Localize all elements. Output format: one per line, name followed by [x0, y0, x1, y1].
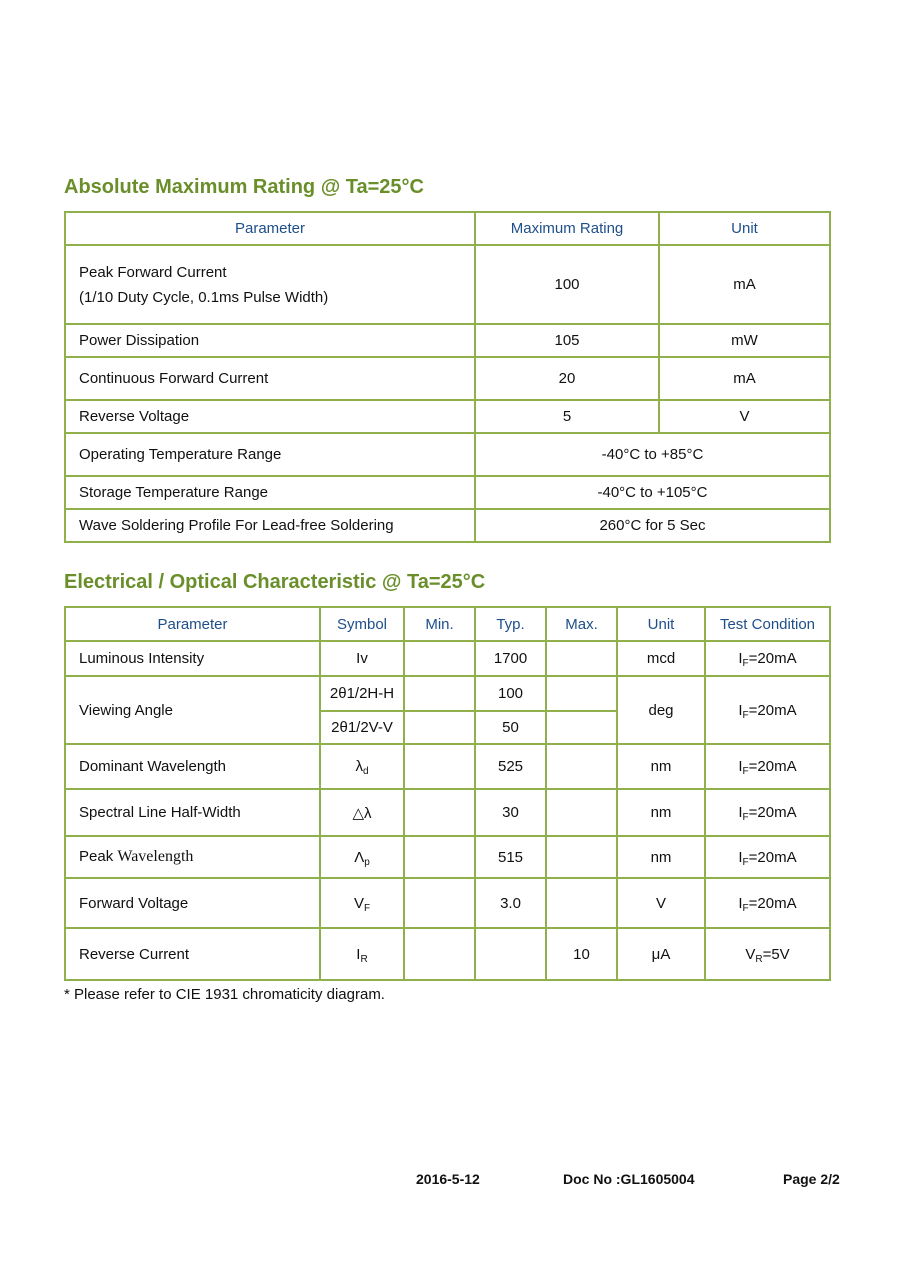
table-row: [65, 400, 830, 433]
header-parameter: Parameter: [65, 607, 320, 641]
header-min: Min.: [404, 607, 475, 641]
table-row: [65, 509, 830, 542]
min-cell: [404, 641, 475, 676]
cond-base: I: [738, 650, 743, 667]
max-cell: [546, 711, 617, 744]
typ-cell: 515: [475, 836, 546, 878]
table-row: [65, 928, 830, 980]
cond-sub: F: [742, 812, 749, 823]
cond-value: =20mA: [748, 848, 797, 866]
rating-cell: 100: [475, 245, 659, 324]
min-cell: [404, 711, 475, 744]
table-row: [65, 878, 830, 928]
unit-cell: nm: [617, 789, 705, 836]
header-parameter: Parameter: [65, 212, 475, 245]
footnote: * Please refer to CIE 1931 chromaticity diagram.: [64, 986, 385, 1003]
table-row: [65, 245, 830, 324]
param-cell: Storage Temperature Range: [65, 476, 475, 509]
param-cell: Luminous Intensity: [65, 641, 320, 676]
table-row: [65, 641, 830, 676]
table-row: [65, 836, 830, 878]
table-row: [65, 676, 830, 711]
cond-sub: F: [742, 658, 749, 669]
max-cell: [546, 789, 617, 836]
cond-sub: F: [742, 709, 749, 721]
min-cell: [404, 676, 475, 711]
table-row: [65, 433, 830, 476]
min-cell: [404, 744, 475, 789]
typ-cell: 1700: [475, 641, 546, 676]
symbol-cell: △λ: [320, 789, 404, 836]
typ-cell: 100: [475, 676, 546, 711]
cond-sub: R: [755, 953, 763, 965]
param-cell: Reverse Voltage: [65, 400, 475, 433]
table-row: [65, 476, 830, 509]
rating-cell: 260°C for 5 Sec: [475, 509, 830, 542]
table-row: [65, 789, 830, 836]
param-cell: Dominant Wavelength: [65, 744, 320, 789]
unit-cell: nm: [617, 744, 705, 789]
param-wavelength: Wavelength: [117, 848, 194, 865]
param-line2: (1/10 Duty Cycle, 0.1ms Pulse Width): [79, 288, 329, 306]
param-cell: Spectral Line Half-Width: [65, 789, 320, 836]
cond-base: I: [738, 804, 743, 821]
param-cell: Viewing Angle: [65, 676, 320, 744]
symbol-sub: d: [362, 766, 369, 777]
typ-cell: 3.0: [475, 878, 546, 928]
header-unit: Unit: [617, 607, 705, 641]
max-cell: 10: [546, 928, 617, 980]
cond-base: I: [738, 701, 743, 719]
param-cell: Wave Soldering Profile For Lead-free Soldering: [65, 509, 475, 542]
test-condition-cell: [705, 744, 830, 789]
header-symbol: Symbol: [320, 607, 404, 641]
typ-cell: 525: [475, 744, 546, 789]
symbol-sub: R: [360, 953, 368, 965]
cond-sub: F: [742, 856, 749, 868]
param-cell: Power Dissipation: [65, 324, 475, 357]
max-cell: [546, 744, 617, 789]
table-row: [65, 324, 830, 357]
symbol-cell: [320, 928, 404, 980]
header-test-condition: Test Condition: [705, 607, 830, 641]
max-cell: [546, 878, 617, 928]
header-maximum-rating: Maximum Rating: [475, 212, 659, 245]
symbol-cell: 2θ1/2V-V: [320, 711, 404, 744]
symbol-base: I: [356, 945, 361, 963]
table-header-row: [65, 607, 830, 641]
max-cell: [546, 641, 617, 676]
table-header-row: [65, 212, 830, 245]
param-line1: Peak Forward Current: [79, 263, 227, 281]
footer-page: Page 2/2: [783, 1171, 840, 1187]
param-cell: Continuous Forward Current: [65, 357, 475, 400]
typ-cell: 30: [475, 789, 546, 836]
unit-cell: V: [617, 878, 705, 928]
min-cell: [404, 836, 475, 878]
header-unit: Unit: [659, 212, 830, 245]
footer-date: 2016-5-12: [416, 1171, 480, 1187]
section-title-electrical-optical: Electrical / Optical Characteristic @ Ta=25°C: [64, 571, 486, 593]
cond-base: I: [738, 758, 743, 775]
cond-base: I: [738, 848, 743, 866]
cond-value: =20mA: [748, 894, 797, 912]
unit-cell: mW: [659, 324, 830, 357]
unit-cell: mA: [659, 357, 830, 400]
header-max: Max.: [546, 607, 617, 641]
typ-cell: 50: [475, 711, 546, 744]
symbol-base: Λ: [354, 848, 365, 866]
symbol-cell: [320, 878, 404, 928]
cond-value: =5V: [762, 945, 790, 963]
cond-base: V: [745, 945, 756, 963]
min-cell: [404, 789, 475, 836]
unit-cell: deg: [617, 676, 705, 744]
min-cell: [404, 878, 475, 928]
symbol-cell: [320, 836, 404, 878]
electrical-optical-table: [64, 606, 831, 981]
table-row: [65, 357, 830, 400]
typ-cell: [475, 928, 546, 980]
symbol-cell: 2θ1/2H-H: [320, 676, 404, 711]
rating-cell: -40°C to +105°C: [475, 476, 830, 509]
unit-cell: mA: [659, 245, 830, 324]
param-cell: Operating Temperature Range: [65, 433, 475, 476]
cond-sub: F: [742, 766, 749, 777]
symbol-sub: p: [364, 856, 370, 868]
cond-value: =20mA: [748, 804, 797, 821]
cond-value: =20mA: [748, 758, 797, 775]
unit-cell: V: [659, 400, 830, 433]
rating-cell: 5: [475, 400, 659, 433]
cond-base: I: [738, 894, 743, 912]
unit-cell: nm: [617, 836, 705, 878]
test-condition-cell: [705, 878, 830, 928]
rating-cell: -40°C to +85°C: [475, 433, 830, 476]
symbol-base: V: [353, 894, 364, 912]
rating-cell: 20: [475, 357, 659, 400]
table-row: [65, 744, 830, 789]
unit-cell: μA: [617, 928, 705, 980]
symbol-base: λ: [355, 758, 363, 775]
test-condition-cell: [705, 641, 830, 676]
param-cell: Reverse Current: [65, 928, 320, 980]
param-cell: [65, 836, 320, 878]
param-peak: Peak: [79, 848, 114, 865]
test-condition-cell: [705, 676, 830, 744]
footer-doc-no: Doc No :GL1605004: [563, 1171, 695, 1187]
test-condition-cell: [705, 789, 830, 836]
min-cell: [404, 928, 475, 980]
test-condition-cell: [705, 836, 830, 878]
symbol-cell: [320, 744, 404, 789]
unit-cell: mcd: [617, 641, 705, 676]
param-cell: [65, 245, 475, 324]
max-cell: [546, 676, 617, 711]
cond-value: =20mA: [748, 650, 797, 667]
header-typ: Typ.: [475, 607, 546, 641]
symbol-cell: Iv: [320, 641, 404, 676]
rating-cell: 105: [475, 324, 659, 357]
param-cell: Forward Voltage: [65, 878, 320, 928]
max-cell: [546, 836, 617, 878]
test-condition-cell: [705, 928, 830, 980]
section-title-absolute-max: Absolute Maximum Rating @ Ta=25°C: [64, 176, 424, 198]
cond-value: =20mA: [748, 701, 797, 719]
symbol-sub: F: [363, 902, 371, 914]
cond-sub: F: [742, 902, 749, 914]
absolute-max-rating-table: [64, 211, 831, 543]
